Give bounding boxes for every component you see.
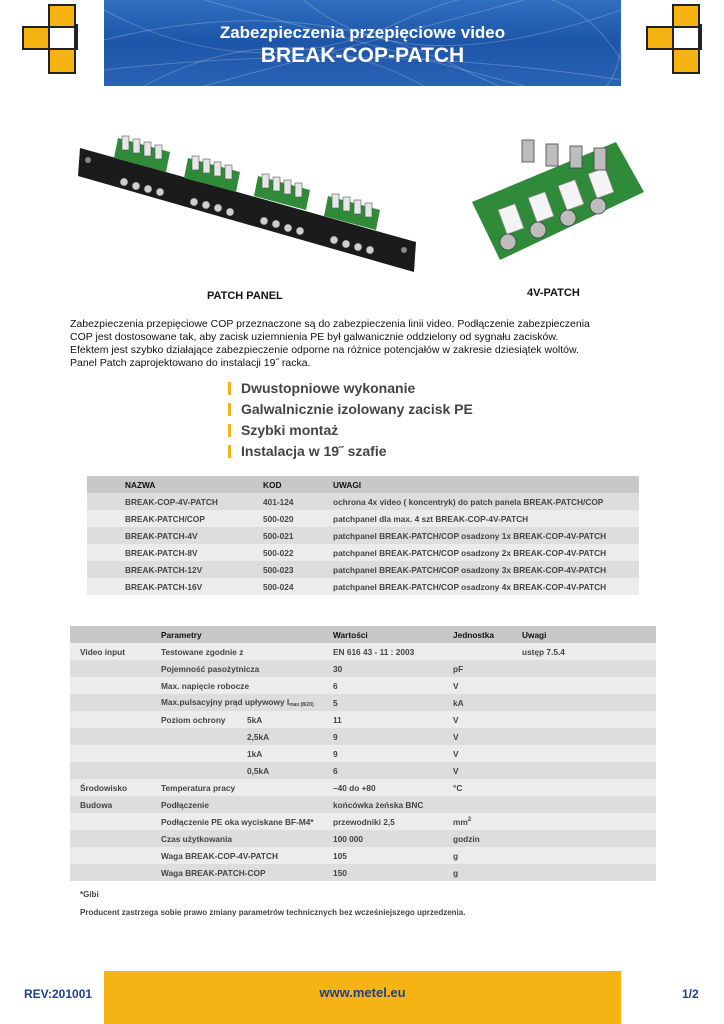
table-row: [70, 728, 656, 745]
cell-notes: patchpanel BREAK-PATCH/COP osadzony 4x BREAK-COP-4V-PATCH: [333, 578, 639, 595]
cell-unit: V: [453, 728, 522, 745]
protection-level: 1kA: [247, 748, 263, 759]
header-subtitle: Zabezpieczenia przepięciowe video: [219, 23, 506, 42]
cell-name: BREAK-COP-4V-PATCH: [87, 493, 263, 510]
caption-patch-panel: PATCH PANEL: [207, 290, 283, 302]
cell-notes: [522, 711, 656, 728]
cell-unit: g: [453, 847, 522, 864]
protection-level: 0,5kA: [247, 765, 270, 776]
description: [70, 318, 630, 370]
cell-group: [70, 711, 161, 728]
cell-group: [70, 830, 161, 847]
table-row: [70, 677, 656, 694]
cell-parameter: Czas użytkowania: [161, 830, 333, 847]
cell-code: 500-024: [263, 578, 333, 595]
cell-notes: patchpanel BREAK-PATCH/COP osadzony 1x BREAK-COP-4V-PATCH: [333, 527, 639, 544]
cell-name: BREAK-PATCH/COP: [87, 510, 263, 527]
patch-panel-image: [78, 132, 418, 272]
column-header-code: KOD: [263, 476, 333, 493]
cell-value: 11: [333, 711, 453, 728]
table-row: [70, 847, 656, 864]
table-row: [70, 796, 656, 813]
table-row: [70, 762, 656, 779]
cell-unit: [453, 796, 522, 813]
table-row: [70, 813, 656, 830]
description-line: Zabezpieczenia przepięciowe COP przeznaczone są do zabezpieczenia linii video. Podłączenie zabezpieczenia: [70, 318, 590, 330]
feature-item: [228, 420, 473, 441]
cell-parameter: Podłączenie: [161, 796, 333, 813]
unit-superscript: 2: [467, 816, 472, 823]
cell-unit: g: [453, 864, 522, 881]
table-row: [87, 544, 639, 561]
column-header-notes: Uwagi: [522, 626, 656, 643]
cell-group: [70, 847, 161, 864]
cell-notes: ochrona 4x video ( koncentryk) do patch panela BREAK-PATCH/COP: [333, 493, 639, 510]
cell-notes: [522, 694, 656, 711]
column-header-group: [70, 626, 161, 643]
cell-name: BREAK-PATCH-8V: [87, 544, 263, 561]
cell-value: 9: [333, 745, 453, 762]
header-title: BREAK-COP-PATCH: [260, 44, 465, 67]
feature-text: Instalacja w 19˝ szafie: [241, 443, 387, 459]
footnote: *Gibi: [80, 890, 99, 899]
cell-code: 500-023: [263, 561, 333, 578]
cell-parameter: [161, 762, 333, 779]
cell-value: końcówka żeńska BNC: [333, 796, 453, 813]
cell-notes: [522, 745, 656, 762]
table-row: [70, 660, 656, 677]
cell-notes: [522, 677, 656, 694]
cell-name: BREAK-PATCH-12V: [87, 561, 263, 578]
cell-group: [70, 813, 161, 830]
product-codes-table: [87, 476, 639, 595]
feature-text: Szybki montaż: [241, 422, 339, 438]
cell-parameter: Max. napięcie robocze: [161, 677, 333, 694]
cell-value: 6: [333, 677, 453, 694]
cell-group: [70, 745, 161, 762]
cell-value: –40 do +80: [333, 779, 453, 796]
cell-unit: V: [453, 677, 522, 694]
protection-level: 2,5kA: [247, 731, 270, 742]
cell-value: 30: [333, 660, 453, 677]
protection-level: 5kA: [247, 714, 263, 725]
table-row: [70, 779, 656, 796]
cell-group: [70, 864, 161, 881]
unit-text: mm: [453, 816, 468, 827]
cell-value: 6: [333, 762, 453, 779]
cell-unit: V: [453, 762, 522, 779]
cell-unit: °C: [453, 779, 522, 796]
brand-logo-left: [20, 2, 100, 82]
cell-group: Środowisko: [70, 779, 161, 796]
feature-item: [228, 378, 473, 399]
cell-notes: [522, 864, 656, 881]
cell-value: 5: [333, 694, 453, 711]
cell-value: EN 616 43 - 11 : 2003: [333, 643, 453, 660]
column-header-parameter: Parametry: [161, 626, 333, 643]
column-header-name: NAZWA: [87, 476, 263, 493]
cell-notes: [522, 830, 656, 847]
cell-parameter: Temperatura pracy: [161, 779, 333, 796]
cell-unit: kA: [453, 694, 522, 711]
cell-parameter: Waga BREAK-COP-4V-PATCH: [161, 847, 333, 864]
table-header-row: [70, 626, 656, 643]
bullet-bar-icon: [228, 403, 231, 416]
feature-text: Dwustopniowe wykonanie: [241, 380, 416, 396]
description-line: Efektem jest szybko działające zabezpieczenie odporne na różnice potencjałów w zakresie dziesiątek woltów.: [70, 344, 579, 356]
cell-group: Video input: [70, 643, 161, 660]
description-line: COP jest dostosowane tak, aby zacisk uziemnienia PE był galwanicznie oddzielony od sygnału zacisków.: [70, 331, 559, 343]
cell-parameter: Testowane zgodnie z: [161, 643, 333, 660]
feature-item: [228, 441, 473, 462]
table-row: [87, 527, 639, 544]
parameter-subscript: max (8/20): [289, 702, 314, 708]
cell-notes: [522, 847, 656, 864]
column-header-value: Wartości: [333, 626, 453, 643]
cell-value: przewodniki 2,5: [333, 813, 453, 830]
bullet-bar-icon: [228, 382, 231, 395]
table-row: [87, 510, 639, 527]
cell-group: [70, 762, 161, 779]
cell-notes: [522, 762, 656, 779]
cell-unit: pF: [453, 660, 522, 677]
cell-notes: patchpanel dla max. 4 szt BREAK-COP-4V-PATCH: [333, 510, 639, 527]
cell-name: BREAK-PATCH-4V: [87, 527, 263, 544]
disclaimer: Producent zastrzega sobie prawo zmiany parametrów technicznych bez wcześniejszego uprzedzenia.: [80, 908, 466, 917]
cell-value: 100 000: [333, 830, 453, 847]
table-row: [70, 830, 656, 847]
cell-notes: [522, 796, 656, 813]
revision-label: REV:201001: [24, 987, 93, 1001]
page-number: 1/2: [682, 987, 699, 1001]
header-background-pattern: [104, 0, 621, 86]
page-header: [104, 0, 621, 86]
table-row: [70, 745, 656, 762]
feature-text: Galwalnicznie izolowany zacisk PE: [241, 401, 473, 417]
cell-notes: patchpanel BREAK-PATCH/COP osadzony 2x BREAK-COP-4V-PATCH: [333, 544, 639, 561]
cell-notes: ustęp 7.5.4: [522, 643, 656, 660]
cell-notes: [522, 728, 656, 745]
column-header-unit: Jednostka: [453, 626, 522, 643]
table-row: [87, 578, 639, 595]
cell-group: [70, 728, 161, 745]
cell-notes: [522, 660, 656, 677]
cell-name: BREAK-PATCH-16V: [87, 578, 263, 595]
cell-notes: [522, 779, 656, 796]
cell-value: 9: [333, 728, 453, 745]
cell-unit: V: [453, 711, 522, 728]
caption-4v-patch: 4V-PATCH: [527, 287, 580, 299]
table-header-row: [87, 476, 639, 493]
cell-group: [70, 677, 161, 694]
parameter-text: Poziom ochrony: [161, 714, 226, 725]
cell-group: Budowa: [70, 796, 161, 813]
table-row: [87, 561, 639, 578]
cell-code: 401-124: [263, 493, 333, 510]
brand-logo-right: [644, 2, 724, 82]
parameters-table: [70, 626, 656, 881]
cell-parameter: [161, 694, 333, 711]
cell-unit: godzin: [453, 830, 522, 847]
cell-parameter: [161, 728, 333, 745]
cell-parameter: [161, 711, 333, 728]
cell-group: [70, 694, 161, 711]
column-header-notes: UWAGI: [333, 476, 639, 493]
bullet-bar-icon: [228, 424, 231, 437]
cell-notes: patchpanel BREAK-PATCH/COP osadzony 3x BREAK-COP-4V-PATCH: [333, 561, 639, 578]
cell-parameter: [161, 745, 333, 762]
cell-group: [70, 660, 161, 677]
table-row: [70, 694, 656, 711]
cell-code: 500-020: [263, 510, 333, 527]
cell-parameter: Waga BREAK-PATCH-COP: [161, 864, 333, 881]
table-row: [87, 493, 639, 510]
table-row: [70, 711, 656, 728]
cell-code: 500-021: [263, 527, 333, 544]
cell-parameter: Pojemność pasożytnicza: [161, 660, 333, 677]
cell-parameter: Podłączenie PE oka wyciskane BF-M4*: [161, 813, 333, 830]
description-line: Panel Patch zaprojektowano do instalacji 19˝ racka.: [70, 357, 311, 369]
bullet-bar-icon: [228, 445, 231, 458]
four-v-patch-image: [466, 132, 646, 272]
feature-list: [228, 378, 473, 462]
cell-unit: V: [453, 745, 522, 762]
cell-value: 150: [333, 864, 453, 881]
cell-value: 105: [333, 847, 453, 864]
website-link[interactable]: www.metel.eu: [319, 985, 406, 1000]
cell-notes: [522, 813, 656, 830]
cell-unit: [453, 813, 522, 830]
feature-item: [228, 399, 473, 420]
table-row: [70, 643, 656, 660]
table-row: [70, 864, 656, 881]
cell-code: 500-022: [263, 544, 333, 561]
cell-unit: [453, 643, 522, 660]
parameter-text: Max.pulsacyjny prąd upływowy I: [161, 697, 290, 707]
